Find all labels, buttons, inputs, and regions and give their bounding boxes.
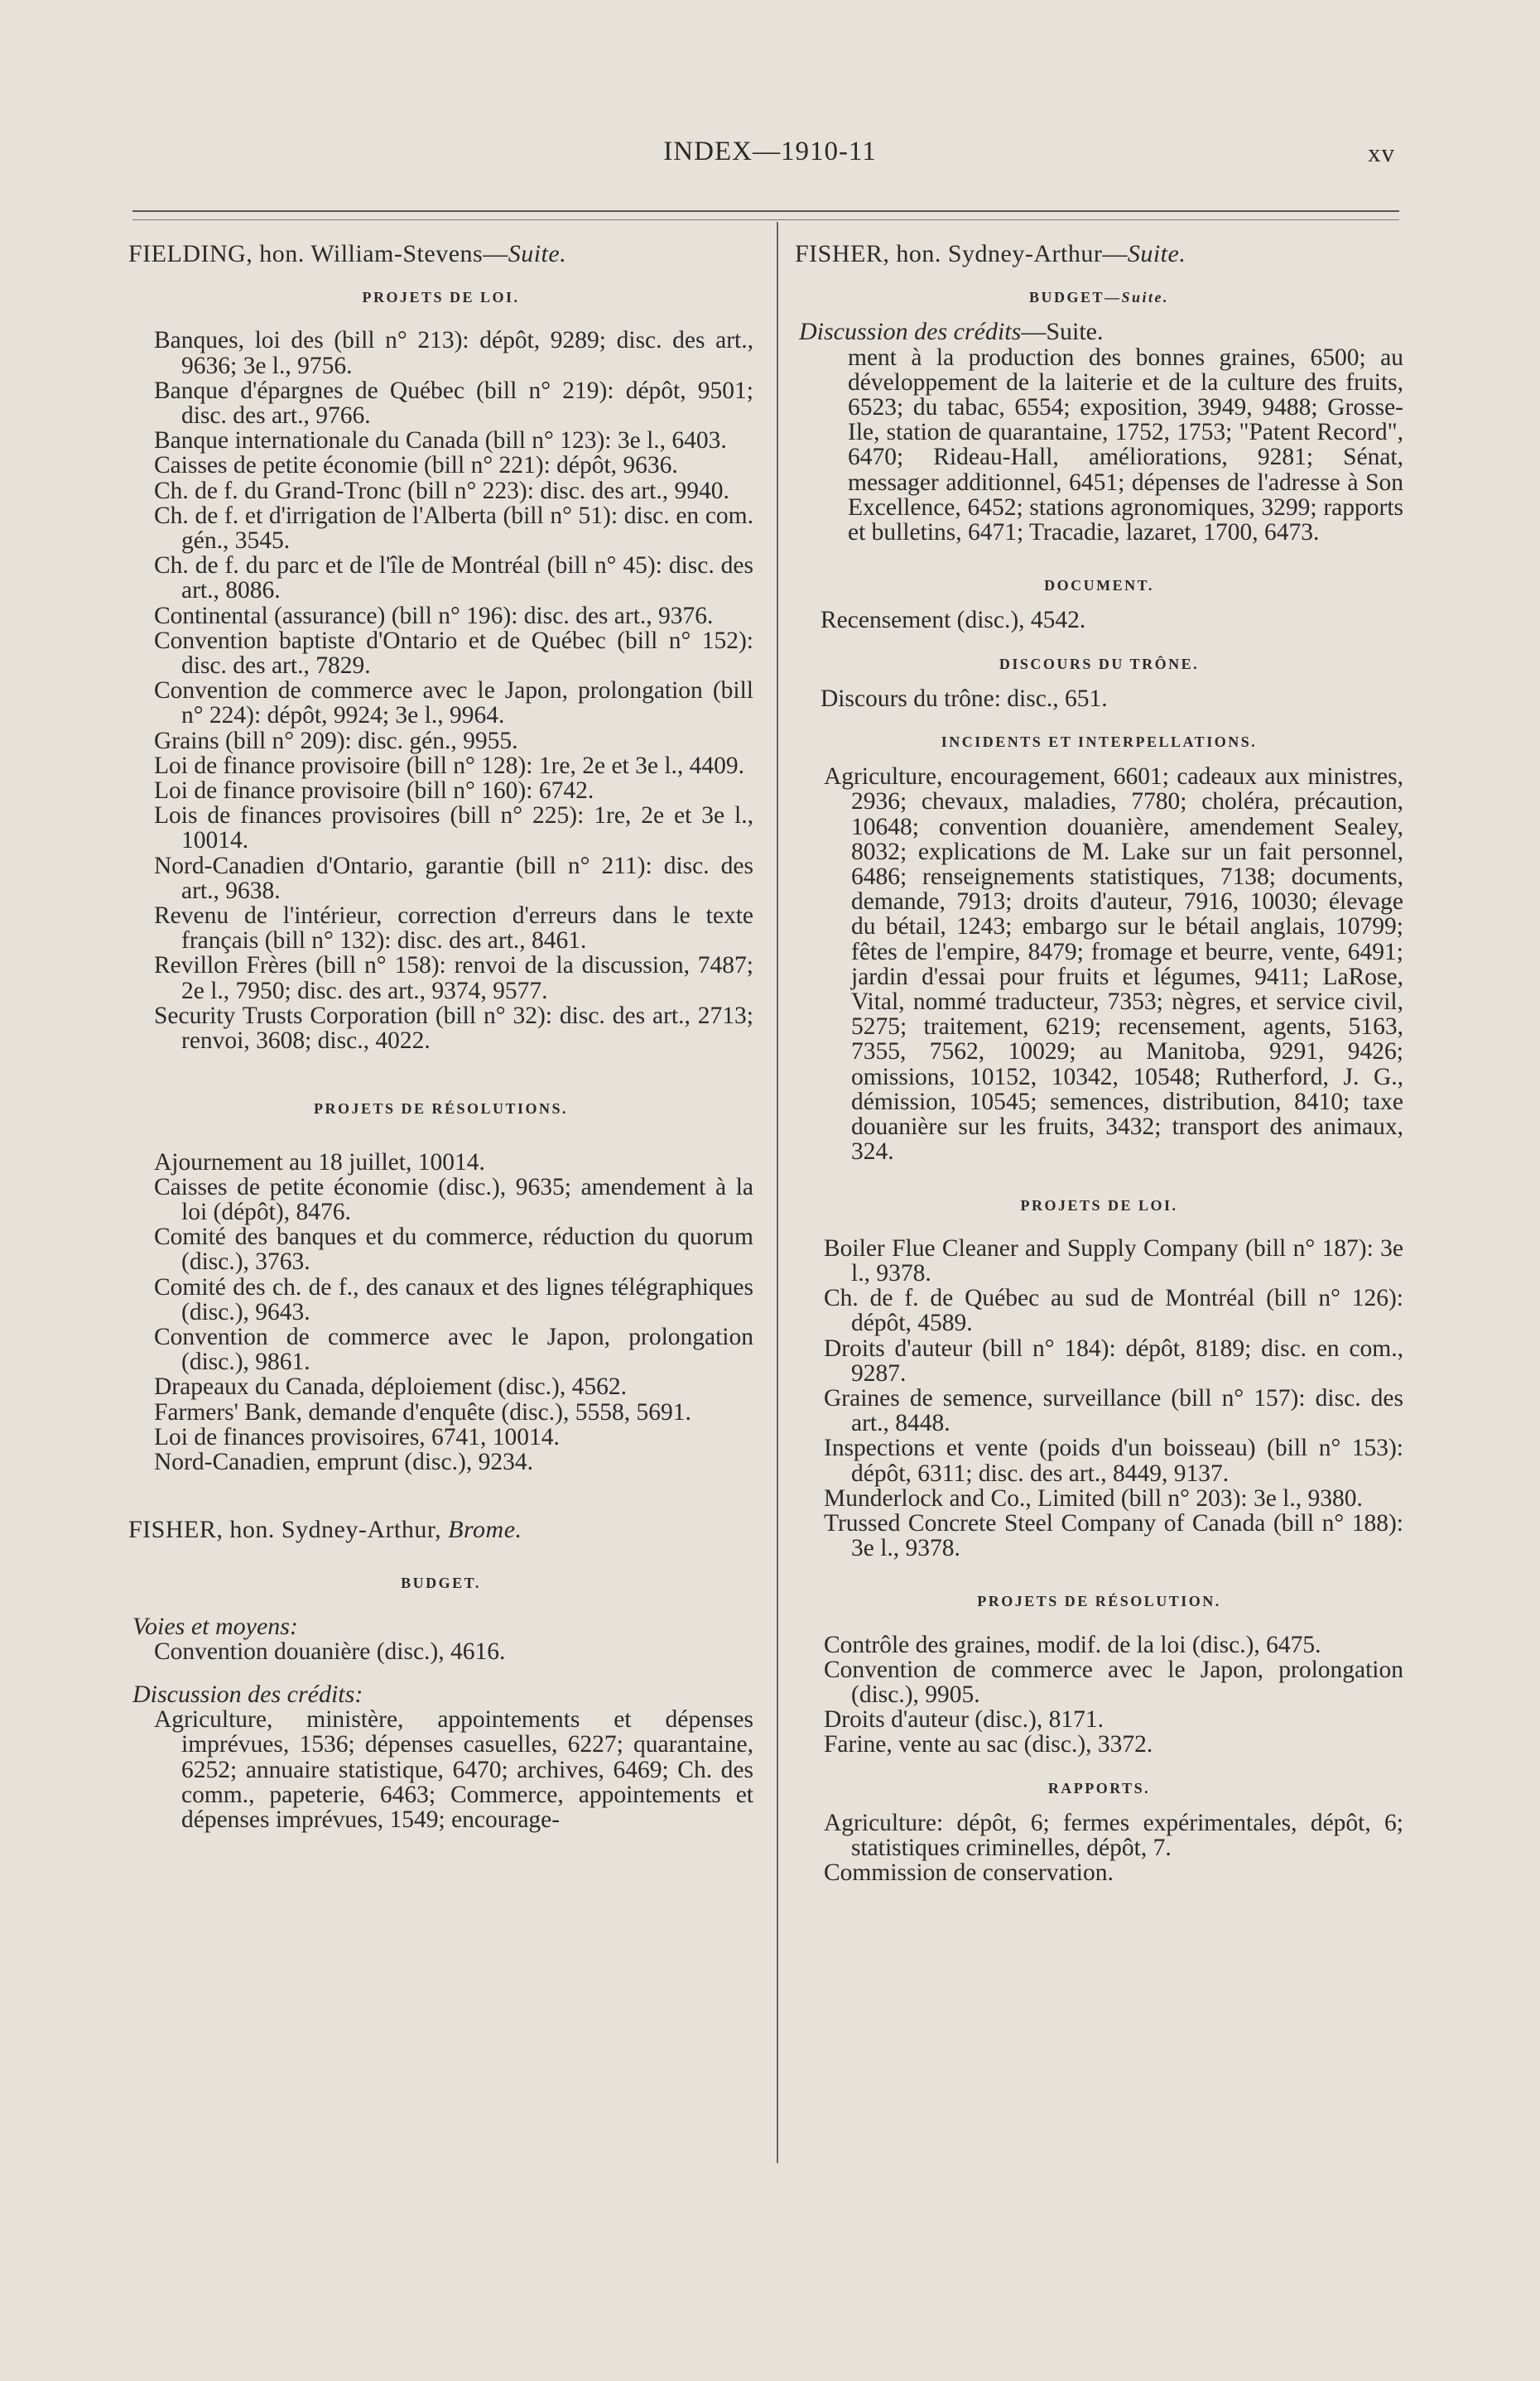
index-entry: Boiler Flue Cleaner and Supply Company (bill n° 187): 3e l., 9378. <box>824 1234 1403 1287</box>
entry-heading-fisher <box>128 1518 753 1542</box>
subsection-voies: Voies et moyens: <box>132 1612 298 1640</box>
index-entry: Loi de finances provisoires, 6741, 10014. <box>154 1423 560 1450</box>
index-entry: Recensement (disc.), 4542. <box>821 607 1086 634</box>
rapports-list <box>795 1811 1403 1886</box>
index-entry: Trussed Concrete Steel Company of Canada (bill n° 188): 3e l., 9378. <box>824 1509 1403 1562</box>
page-number: xv <box>1368 138 1395 167</box>
page-header <box>0 137 1540 178</box>
index-entry: Banque d'épargnes de Québec (bill n° 219): dépôt, 9501; disc. des art., 9766. <box>154 377 753 430</box>
discours-list <box>795 686 1403 711</box>
index-entry: Continental (assurance) (bill n° 196): disc. des art., 9376. <box>154 602 714 629</box>
index-entry: Convention de commerce avec le Japon, prolongation (disc.), 9861. <box>154 1323 753 1376</box>
section-title-budget-suite <box>795 285 1403 310</box>
index-entry: Discours du trône: disc., 651. <box>821 685 1108 712</box>
projets-resolutions-list <box>128 1150 753 1475</box>
right-column <box>795 242 1403 1885</box>
index-entry: Munderlock and Co., Limited (bill n° 203): 3e l., 9380. <box>824 1484 1363 1512</box>
budget-suite: Suite. <box>1121 289 1170 306</box>
index-entry: Revenu de l'intérieur, correction d'erreurs dans le texte français (bill n° 132): disc. des art., 8461. <box>154 902 753 955</box>
heading-suite: Suite. <box>1127 240 1186 267</box>
index-entry: Commission de conservation. <box>824 1859 1114 1887</box>
subsection-discussion-suite <box>795 320 1403 344</box>
section-title-budget: BUDGET. <box>401 1575 481 1592</box>
index-entry: Banques, loi des (bill n° 213): dépôt, 9289; disc. des art., 9636; 3e l., 9756. <box>154 327 753 379</box>
heading-name: FISHER, hon. Sydney-Arthur, <box>128 1516 449 1544</box>
projets-loi-list-right <box>795 1236 1403 1561</box>
index-entry: Farmers' Bank, demande d'enquête (disc.), 5558, 5691. <box>154 1398 691 1426</box>
index-entry: Security Trusts Corporation (bill n° 32): disc. des art., 2713; renvoi, 3608; disc., 4022. <box>154 1002 753 1055</box>
index-entry: Caisses de petite économie (bill n° 221): dépôt, 9636. <box>154 452 678 479</box>
index-entry: Contrôle des graines, modif. de la loi (disc.), 6475. <box>824 1631 1321 1658</box>
index-entry: Convention de commerce avec le Japon, prolongation (disc.), 9905. <box>824 1656 1403 1708</box>
index-entry: Ajournement au 18 juillet, 10014. <box>154 1148 485 1176</box>
index-entry: Graines de semence, surveillance (bill n° 157): disc. des art., 8448. <box>824 1384 1403 1437</box>
section-title-projets-resolution: PROJETS DE RÉSOLUTION. <box>977 1593 1221 1610</box>
index-entry: Lois de finances provisoires (bill n° 225): 1re, 2e et 3e l., 10014. <box>154 802 753 854</box>
index-entry: Comité des banques et du commerce, réduction du quorum (disc.), 3763. <box>154 1224 753 1276</box>
incidents-text: Agriculture, encouragement, 6601; cadeaux aux ministres, 2936; chevaux, maladies, 7780; choléra, précaution, 10648; convention douanière, amendement Sealey, 8032; explications de M. Lake sur un fait personnel, 6486; renseignements statistiques, 7138; documents, demande, 7913; droits d'auteur, 7916, 10030; élevage du bétail, 1243; embargo sur le bétail anglais, 10799; fêtes de l'empire, 8479; fromage et beurre, vente, 6491; jardin d'essai pour fruits et légumes, 9411; LaRose, Vital, nommé traducteur, 7353; nègres, et service civil, 5275; traitement, 6219; recensement, agents, 5163, 7355, 7562, 10029; au Manitoba, 9291, 9426; omissions, 10152, 10342, 10548; Rutherford, J. G., démission, 10545; semences, distribution, 8410; taxe douanière sur les fruits, 3432; transport des animaux, 324. <box>824 763 1403 1166</box>
column-separator <box>777 222 778 2163</box>
section-title-rapports: RAPPORTS. <box>1047 1779 1151 1797</box>
section-title-discours: DISCOURS DU TRÔNE. <box>999 655 1200 672</box>
section-title-incidents: INCIDENTS ET INTERPELLATIONS. <box>941 734 1258 751</box>
index-entry: Farine, vente au sac (disc.), 3372. <box>824 1731 1153 1758</box>
budget-label: BUDGET— <box>1028 289 1122 306</box>
index-entry: Convention douanière (disc.), 4616. <box>154 1638 506 1665</box>
index-entry: Ch. de f. et d'irrigation de l'Alberta (bill n° 51): disc. en com. gén., 3545. <box>154 502 753 555</box>
index-entry: Nord-Canadien, emprunt (disc.), 9234. <box>154 1448 533 1475</box>
page-title: INDEX—1910-11 <box>663 137 877 166</box>
discussion-text: Agriculture, ministère, appointements et dépenses imprévues, 1536; dépenses casuelles, 6227; quarantaine, 6252; annuaire statistique, 6470; archives, 6469; Ch. des comm., papeterie, 6463; Commerce, appointements et dépenses imprévues, 1549; encourage- <box>154 1706 753 1833</box>
discussion-label: Discussion des crédits <box>799 318 1022 346</box>
index-entry: Grains (bill n° 209): disc. gén., 9955. <box>154 727 518 754</box>
heading-name: FIELDING, hon. William-Stevens— <box>128 240 508 267</box>
heading-suite: Suite. <box>508 240 567 267</box>
section-title-projets-loi-right: PROJETS DE LOI. <box>1020 1196 1178 1214</box>
index-entry: Convention baptiste d'Ontario et de Québec (bill n° 152): disc. des art., 7829. <box>154 627 753 680</box>
section-title-projets-loi: PROJETS DE LOI. <box>362 289 520 306</box>
index-entry: Revillon Frères (bill n° 158): renvoi de la discussion, 7487; 2e l., 7950; disc. des art., 9374, 9577. <box>154 952 753 1004</box>
document-list <box>795 608 1403 633</box>
entry-heading-fielding <box>128 242 753 267</box>
index-entry: Inspections et vente (poids d'un boisseau) (bill n° 153): dépôt, 6311; disc. des art., 8449, 9137. <box>824 1435 1403 1487</box>
header-rule-thin <box>132 219 1399 220</box>
index-entry: Droits d'auteur (disc.), 8171. <box>824 1706 1104 1734</box>
index-entry: Banque internationale du Canada (bill n° 123): 3e l., 6403. <box>154 427 727 455</box>
header-rule <box>132 210 1399 212</box>
index-entry: Caisses de petite économie (disc.), 9635; amendement à la loi (dépôt), 8476. <box>154 1173 753 1225</box>
index-entry: Convention de commerce avec le Japon, prolongation (bill n° 224): dépôt, 9924; 3e l., 9964. <box>154 677 753 729</box>
discussion-text-continued: ment à la production des bonnes graines, 6500; au développement de la laiterie et de la culture des fruits, 6523; du tabac, 6554; exposition, 3949, 9488; Grosse-Ile, station de quarantaine, 1752, 1753; "Patent Record", 6470; Rideau-Hall, améliorations, 9281; Sénat, messager additionnel, 6451; dépenses de l'adresse à Son Excellence, 6452; stations agronomiques, 3299; rapports et bulletins, 6471; Tracadie, lazaret, 1700, 6473. <box>848 344 1403 546</box>
index-entry: Ch. de f. de Québec au sud de Montréal (bill n° 126): dépôt, 4589. <box>824 1285 1403 1337</box>
subsection-discussion: Discussion des crédits: <box>132 1680 363 1708</box>
projets-loi-list <box>128 328 753 1053</box>
index-entry: Loi de finance provisoire (bill n° 160): 6742. <box>154 777 594 805</box>
projets-resolution-list <box>795 1633 1403 1758</box>
index-entry: Comité des ch. de f., des canaux et des lignes télégraphiques (disc.), 9643. <box>154 1273 753 1325</box>
index-entry: Agriculture: dépôt, 6; fermes expérimentales, dépôt, 6; statistiques criminelles, dépôt, 7. <box>824 1809 1403 1861</box>
index-entry: Ch. de f. du parc et de l'île de Montréal (bill n° 45): disc. des art., 8086. <box>154 552 753 604</box>
section-title-document: DOCUMENT. <box>1044 577 1154 594</box>
index-entry: Ch. de f. du Grand-Tronc (bill n° 223): disc. des art., 9940. <box>154 477 729 504</box>
heading-place: Brome. <box>448 1516 522 1544</box>
voies-list <box>128 1639 753 1664</box>
discussion-suite: —Suite. <box>1021 318 1104 346</box>
index-entry: Droits d'auteur (bill n° 184): dépôt, 8189; disc. en com., 9287. <box>824 1335 1403 1387</box>
left-column <box>128 242 753 1832</box>
heading-name: FISHER, hon. Sydney-Arthur— <box>795 240 1128 267</box>
index-entry: Nord-Canadien d'Ontario, garantie (bill n° 211): disc. des art., 9638. <box>154 852 753 904</box>
index-entry: Loi de finance provisoire (bill n° 128): 1re, 2e et 3e l., 4409. <box>154 752 745 779</box>
entry-heading-fisher-suite <box>795 242 1403 267</box>
section-title-projets-resolutions: PROJETS DE RÉSOLUTIONS. <box>313 1100 569 1118</box>
index-entry: Drapeaux du Canada, déploiement (disc.), 4562. <box>154 1373 627 1401</box>
